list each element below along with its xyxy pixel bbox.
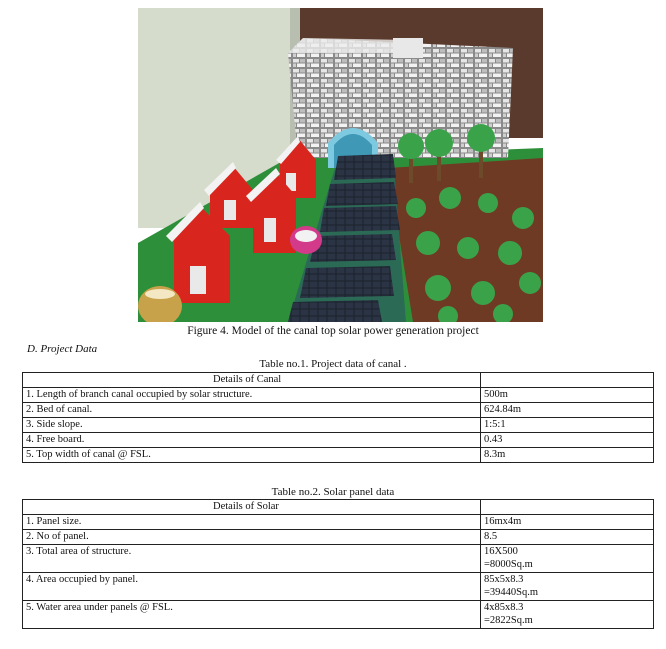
row-label: 5. Water area under panels @ FSL. [23, 601, 481, 629]
solar-panel-data-table [22, 499, 654, 629]
canal-data-table [22, 372, 654, 463]
table-row [23, 573, 654, 601]
table1-caption: Table no.1. Project data of canal . [259, 358, 407, 370]
table-header-cell [23, 373, 481, 388]
decor-bowl [290, 226, 322, 254]
row-label: 3. Total area of structure. [23, 545, 481, 573]
row-value-cell [481, 601, 654, 629]
row-value-result: =2822Sq.m [484, 615, 533, 626]
row-value-cell [481, 573, 654, 601]
row-value-result: =8000Sq.m [484, 559, 533, 570]
table-row [23, 515, 654, 530]
row-value: 0.43 [481, 433, 654, 448]
figure-caption: Figure 4. Model of the canal top solar power generation project [187, 325, 479, 337]
table-header-label: Details of Canal [213, 374, 282, 385]
row-value: 8.5 [481, 530, 654, 545]
table-header-empty [481, 373, 654, 388]
row-value: 16X500 [484, 546, 518, 557]
row-value: 624.84m [481, 403, 654, 418]
row-label: 5. Top width of canal @ FSL. [23, 448, 481, 463]
row-value-result: =39440Sq.m [484, 587, 539, 598]
row-value-cell [481, 545, 654, 573]
row-label: 4. Area occupied by panel. [23, 573, 481, 601]
row-value: 85x5x8.3 [484, 574, 524, 585]
row-value: 16mx4m [481, 515, 654, 530]
row-label: 4. Free board. [23, 433, 481, 448]
row-label: 1. Panel size. [23, 515, 481, 530]
row-label: 1. Length of branch canal occupied by solar structure. [23, 388, 481, 403]
table2-caption: Table no.2. Solar panel data [271, 486, 395, 498]
row-value: 500m [481, 388, 654, 403]
table-header-label: Details of Solar [213, 501, 279, 512]
table-row [23, 601, 654, 629]
section-heading: D. Project Data [27, 343, 98, 355]
table-row [23, 545, 654, 573]
table-row [23, 388, 654, 403]
row-value: 1:5:1 [481, 418, 654, 433]
row-value: 8.3m [481, 448, 654, 463]
table-header-empty [481, 500, 654, 515]
table-header-cell [23, 500, 481, 515]
row-label: 2. Bed of canal. [23, 403, 481, 418]
row-label: 2. No of panel. [23, 530, 481, 545]
table-header-row [23, 500, 654, 515]
table-row [23, 530, 654, 545]
table-row [23, 448, 654, 463]
row-label: 3. Side slope. [23, 418, 481, 433]
table-row [23, 418, 654, 433]
row-value: 4x85x8.3 [484, 602, 524, 613]
table-row [23, 403, 654, 418]
table-row [23, 433, 654, 448]
table-header-row [23, 373, 654, 388]
model-photo [138, 8, 543, 322]
